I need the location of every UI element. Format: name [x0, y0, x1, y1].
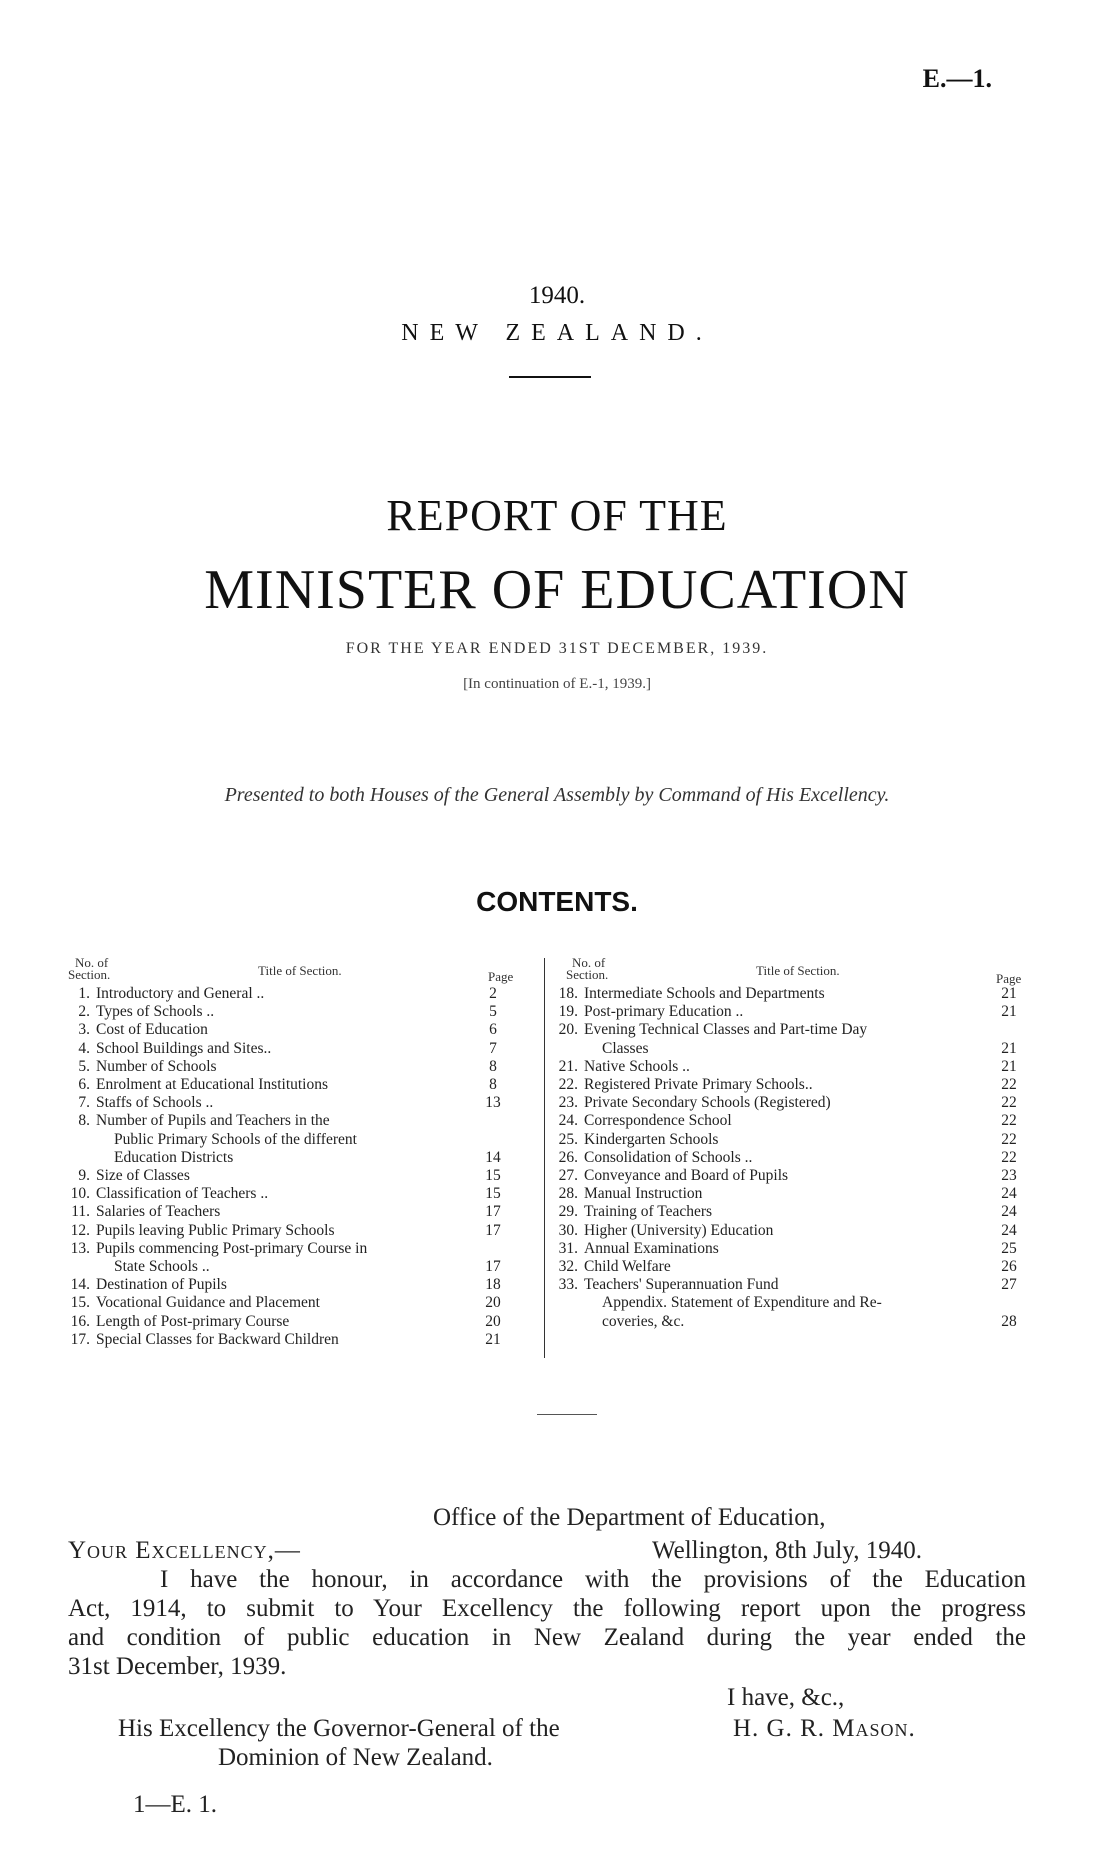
toc-row [60, 1149, 538, 1167]
toc-row [60, 1131, 538, 1149]
report-subtitle: FOR THE YEAR ENDED 31ST DECEMBER, 1939. [345, 640, 769, 657]
toc-row [60, 1222, 538, 1240]
report-title-line1: REPORT OF THE [386, 491, 728, 540]
toc-row [556, 1040, 1034, 1058]
document-code: E.—1. [922, 64, 992, 93]
toc-page-number: 5 [489, 1003, 497, 1021]
toc-section-title: coveries, &c. [602, 1312, 685, 1330]
toc-row [60, 1294, 538, 1312]
toc-section-number: 15. [70, 1294, 90, 1312]
toc-section-title: Consolidation of Schools .. [584, 1148, 753, 1166]
toc-section-number: 32. [558, 1258, 578, 1275]
toc-page-number: 22 [1001, 1112, 1017, 1130]
toc-row [556, 1131, 1034, 1149]
toc-page-number: 8 [489, 1057, 497, 1075]
toc-page-number: 2 [489, 985, 497, 1002]
toc-page-number: 23 [1001, 1167, 1017, 1184]
toc-section-number: 6. [78, 1076, 90, 1093]
toc-section-title: Education Districts [114, 1148, 234, 1166]
toc-section-title: Teachers' Superannuation Fund [584, 1276, 779, 1294]
toc-section-title: School Buildings and Sites.. [96, 1039, 272, 1057]
toc-section-title: Registered Private Primary Schools.. [584, 1076, 813, 1093]
toc-row [556, 1240, 1034, 1258]
toc-right-header-page: Page [996, 971, 1022, 986]
toc-row [556, 1021, 1034, 1039]
signature-mark: 1—E. 1. [133, 1791, 218, 1818]
toc-section-number: 10. [70, 1185, 90, 1203]
toc-page-number: 27 [1001, 1276, 1017, 1294]
toc-section-title: Kindergarten Schools [584, 1130, 719, 1148]
toc-section-number: 23. [558, 1094, 578, 1112]
toc-page-number: 15 [485, 1185, 501, 1203]
toc-page-number: 7 [489, 1039, 497, 1057]
toc-row [556, 1003, 1034, 1021]
toc-right-column [556, 985, 1034, 1345]
toc-section-title: Types of Schools .. [96, 1003, 215, 1021]
toc-page-number: 17 [485, 1221, 501, 1239]
toc-page-number: 17 [485, 1258, 501, 1275]
toc-section-title: Annual Examinations [584, 1239, 719, 1257]
toc-row [60, 1313, 538, 1331]
toc-row [60, 1203, 538, 1221]
toc-section-title: Intermediate Schools and Departments [584, 985, 825, 1002]
toc-right-header-title: Title of Section. [756, 963, 840, 978]
toc-row [60, 1276, 538, 1294]
toc-section-title: Introductory and General .. [96, 985, 265, 1002]
toc-page-number: 22 [1001, 1094, 1017, 1112]
report-year: 1940. [528, 282, 586, 309]
toc-section-title: Size of Classes [96, 1167, 190, 1184]
toc-page-number: 14 [485, 1148, 501, 1166]
toc-row [556, 1076, 1034, 1094]
toc-page-number: 21 [1001, 1003, 1017, 1021]
toc-row [60, 1094, 538, 1112]
toc-page-number: 8 [489, 1076, 497, 1093]
toc-section-number: 8. [78, 1112, 90, 1130]
toc-section-title: Pupils leaving Public Primary Schools [96, 1221, 335, 1239]
toc-row [60, 1167, 538, 1185]
toc-section-title: Appendix. Statement of Expenditure and Re- [602, 1294, 882, 1312]
toc-section-number: 4. [78, 1039, 90, 1057]
toc-row [556, 1222, 1034, 1240]
toc-row [60, 1021, 538, 1039]
letter-body-line-3: and condition of public education in New Zealand during the year ended the [68, 1624, 1026, 1651]
toc-section-number: 13. [70, 1239, 90, 1257]
toc-section-number: 7. [78, 1094, 90, 1112]
toc-section-title: Conveyance and Board of Pupils [584, 1167, 789, 1184]
toc-right-header-no-line1: No. of [572, 955, 606, 970]
toc-page-number: 24 [1001, 1185, 1017, 1203]
toc-page-number: 15 [485, 1167, 501, 1184]
toc-section-number: 9. [78, 1167, 90, 1184]
toc-section-number: 12. [70, 1221, 90, 1239]
toc-row [556, 1276, 1034, 1294]
contents-heading: CONTENTS. [476, 886, 638, 917]
toc-left-header-no-line1: No. of [75, 955, 109, 970]
toc-section-title: Salaries of Teachers [96, 1203, 221, 1221]
toc-section-number: 29. [558, 1203, 578, 1221]
toc-page-number: 13 [485, 1094, 501, 1112]
toc-page-number: 24 [1001, 1221, 1017, 1239]
toc-section-number: 31. [558, 1239, 578, 1257]
toc-page-number: 26 [1001, 1258, 1017, 1275]
toc-column-divider [544, 958, 545, 1358]
toc-section-title: Manual Instruction [584, 1185, 703, 1203]
toc-section-number: 25. [558, 1130, 578, 1148]
toc-page-number: 28 [1001, 1312, 1017, 1330]
toc-page-number: 21 [1001, 1057, 1017, 1075]
toc-page-number: 22 [1001, 1130, 1017, 1148]
title-divider [509, 376, 591, 378]
toc-page-number: 22 [1001, 1148, 1017, 1166]
toc-row [556, 1203, 1034, 1221]
toc-section-title: Public Primary Schools of the different [114, 1130, 357, 1148]
signature: H. G. R. Mason. [733, 1715, 916, 1742]
toc-section-number: 22. [558, 1076, 578, 1093]
toc-row [556, 1258, 1034, 1276]
toc-section-title: Vocational Guidance and Placement [96, 1294, 320, 1312]
toc-row [60, 1331, 538, 1349]
continuation-note: [In continuation of E.-1, 1939.] [463, 676, 651, 692]
toc-section-number: 2. [78, 1003, 90, 1021]
toc-section-title: Classification of Teachers .. [96, 1185, 269, 1203]
toc-right-header-no-line2: Section. [566, 967, 609, 982]
presented-note: Presented to both Houses of the General Assembly by Command of His Excellency. [224, 784, 890, 806]
closing: I have, &c., [727, 1684, 845, 1711]
toc-section-title: Length of Post-primary Course [96, 1312, 290, 1330]
toc-section-title: Destination of Pupils [96, 1276, 227, 1294]
toc-section-title: Post-primary Education .. [584, 1003, 744, 1021]
toc-row [60, 1185, 538, 1203]
toc-section-title: Native Schools .. [584, 1057, 690, 1075]
letter-body-line-1: I have the honour, in accordance with the provisions of the Education [160, 1566, 1026, 1593]
toc-row [556, 1058, 1034, 1076]
toc-row [556, 1112, 1034, 1130]
addressee-line-2: Dominion of New Zealand. [218, 1744, 493, 1771]
toc-section-number: 14. [70, 1276, 90, 1294]
toc-page-number: 21 [485, 1330, 501, 1348]
toc-section-number: 5. [78, 1057, 90, 1075]
toc-row [60, 1112, 538, 1130]
toc-page-number: 20 [485, 1312, 501, 1330]
section-divider [537, 1414, 597, 1415]
toc-page-number: 20 [485, 1294, 501, 1312]
toc-row [556, 1167, 1034, 1185]
toc-row [60, 985, 538, 1003]
toc-section-number: 24. [558, 1112, 578, 1130]
toc-section-title: Number of Schools [96, 1057, 217, 1075]
toc-page-number: 25 [1001, 1239, 1017, 1257]
letter-body-line-4: 31st December, 1939. [68, 1653, 287, 1680]
toc-row [556, 1185, 1034, 1203]
toc-left-header-page: Page [488, 969, 514, 984]
toc-section-title: State Schools .. [114, 1258, 210, 1275]
toc-section-number: 27. [558, 1167, 578, 1184]
toc-section-title: Evening Technical Classes and Part-time Day [584, 1021, 868, 1039]
toc-section-number: 16. [70, 1312, 90, 1330]
toc-section-number: 19. [558, 1003, 578, 1021]
toc-section-number: 20. [558, 1021, 578, 1039]
toc-section-title: Training of Teachers [584, 1203, 713, 1221]
toc-page-number: 18 [485, 1276, 501, 1294]
toc-section-number: 26. [558, 1148, 578, 1166]
toc-left-header-no-line2: Section. [68, 967, 111, 982]
toc-page-number: 6 [489, 1021, 497, 1039]
toc-section-number: 17. [70, 1330, 90, 1348]
toc-section-title: Child Welfare [584, 1258, 671, 1275]
toc-section-title: Classes [602, 1039, 649, 1057]
toc-section-number: 33. [558, 1276, 578, 1294]
toc-row [556, 985, 1034, 1003]
toc-section-title: Staffs of Schools .. [96, 1094, 214, 1112]
toc-row [60, 1040, 538, 1058]
toc-row [60, 1240, 538, 1258]
place-date: Wellington, 8th July, 1940. [652, 1537, 922, 1564]
toc-page-number: 22 [1001, 1076, 1017, 1093]
toc-page-number: 21 [1001, 985, 1017, 1002]
toc-page-number: 24 [1001, 1203, 1017, 1221]
toc-section-number: 11. [71, 1203, 90, 1221]
toc-section-title: Number of Pupils and Teachers in the [96, 1112, 330, 1130]
toc-row [60, 1076, 538, 1094]
toc-section-number: 1. [78, 985, 90, 1002]
toc-row [60, 1058, 538, 1076]
toc-left-column [60, 985, 538, 1365]
addressee-line-1: His Excellency the Governor-General of the [118, 1715, 560, 1742]
toc-section-number: 28. [558, 1185, 578, 1203]
toc-section-title: Higher (University) Education [584, 1221, 774, 1239]
toc-section-title: Private Secondary Schools (Registered) [584, 1094, 831, 1112]
toc-row [60, 1258, 538, 1276]
toc-section-title: Enrolment at Educational Institutions [96, 1076, 329, 1093]
toc-section-number: 3. [78, 1021, 90, 1039]
toc-page-number: 21 [1001, 1039, 1017, 1057]
toc-page-number: 17 [485, 1203, 501, 1221]
toc-section-number: 18. [558, 985, 578, 1002]
toc-row [556, 1294, 1034, 1312]
toc-left-header-title: Title of Section. [258, 963, 342, 978]
toc-section-title: Cost of Education [96, 1021, 208, 1039]
toc-row [556, 1313, 1034, 1331]
letter-body-line-2: Act, 1914, to submit to Your Excellency the following report upon the progress [68, 1595, 1026, 1622]
toc-section-title: Special Classes for Backward Children [96, 1330, 339, 1348]
toc-row [556, 1094, 1034, 1112]
toc-row [60, 1003, 538, 1021]
toc-section-title: Pupils commencing Post-primary Course in [96, 1239, 368, 1257]
toc-row [556, 1149, 1034, 1167]
office-line: Office of the Department of Education, [433, 1504, 826, 1531]
toc-section-number: 21. [558, 1057, 578, 1075]
country-name: NEW ZEALAND. [401, 320, 713, 346]
toc-section-title: Correspondence School [584, 1112, 732, 1130]
toc-section-number: 30. [558, 1221, 578, 1239]
salutation: Your Excellency,— [68, 1537, 301, 1564]
report-title-line2: MINISTER OF EDUCATION [204, 559, 910, 621]
